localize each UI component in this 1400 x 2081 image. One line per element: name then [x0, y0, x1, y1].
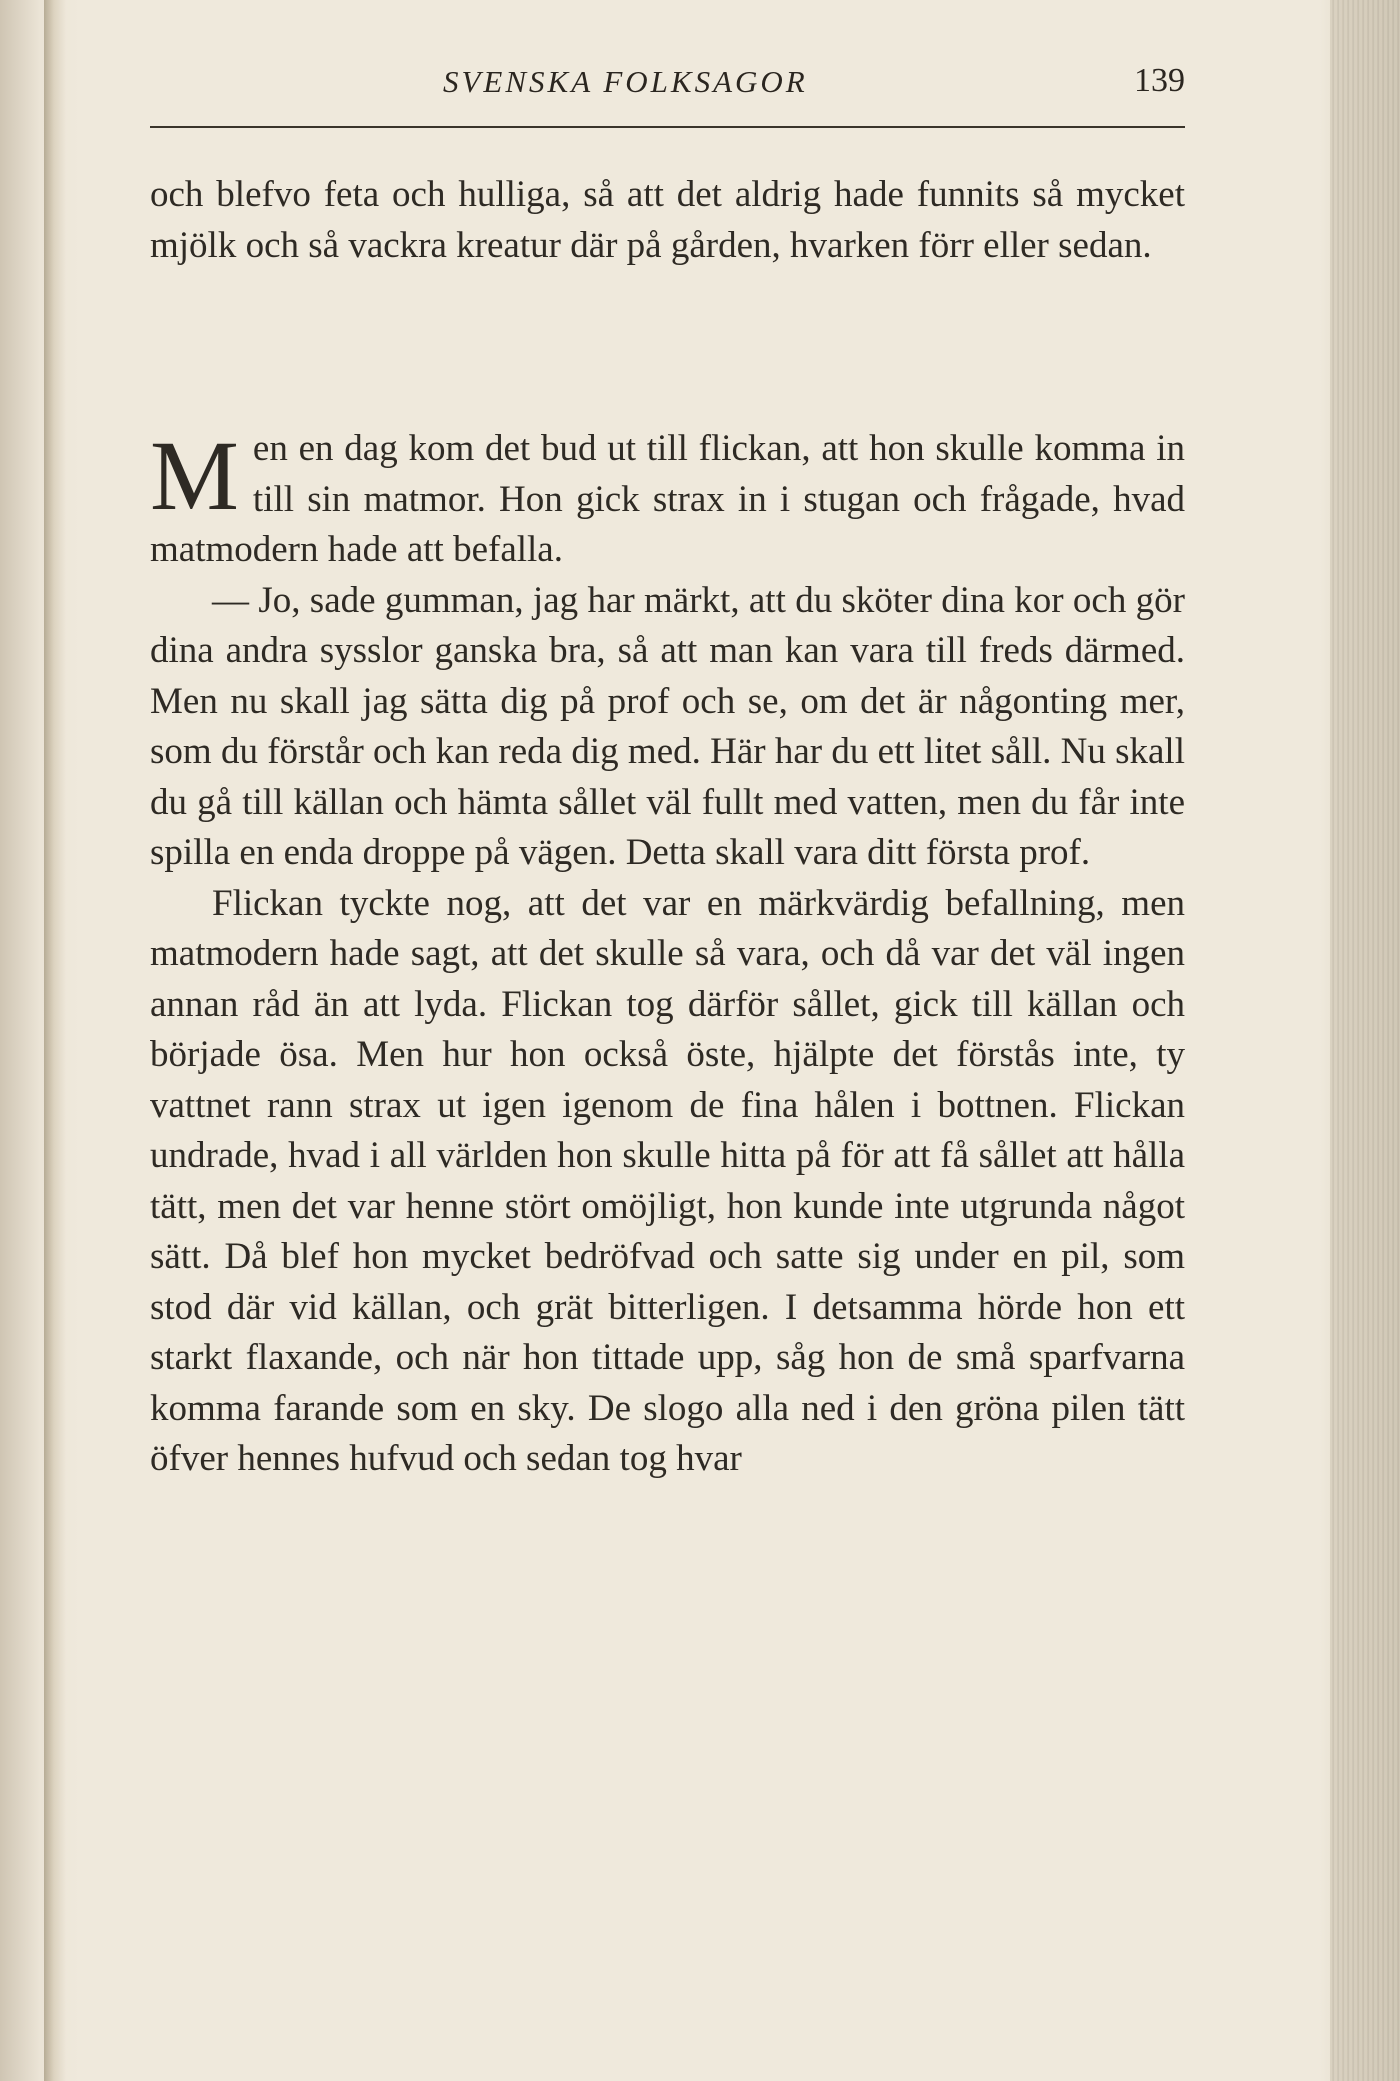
- paragraph-2: [150, 420, 1185, 576]
- page-body: [150, 60, 1185, 1479]
- paragraph-3: — Jo, sade gumman, jag har märkt, att du sköter dina kor och gör dina andra sysslor ganska bra, så att man kan vara till freds därmed. Men nu skall jag sätta dig på prof och se, om det är någonting mer, som du förstår och kan reda dig med. Här har du ett litet såll. Nu skall du gå till källan och hämta sållet väl fullt med vatten, men du får inte spilla en enda droppe på vägen. Detta skall vara ditt första prof.: [150, 579, 1185, 873]
- paragraph-2-text: en en dag kom det bud ut till flickan, att hon skulle komma in till sin matmor. Hon gick strax in i stugan och frågade, hvad matmodern hade att befalla.: [150, 428, 1185, 570]
- drop-cap: M: [150, 420, 239, 531]
- header-rule: [150, 126, 1185, 128]
- book-gutter: [44, 0, 66, 2081]
- paragraph-1-text: och blefvo feta och hulliga, så att det aldrig hade funnits så mycket mjölk och så vackra kreatur där på gården, hvarken förr eller sedan.: [150, 174, 1185, 266]
- paragraph-4: Flickan tyckte nog, att det var en märkvärdig befallning, men matmodern hade sagt, att det skulle så vara, och då var det väl ingen annan råd än att lyda. Flickan tog därför sållet, gick till källan och började ösa. Men hur hon också öste, hjälpte det förstås inte, ty vattnet rann strax ut igen igenom de fina hålen i bottnen. Flickan undrade, hvad i all världen hon skulle hitta på för att få sållet att hålla tätt, men det var henne stört omöjligt, hon kunde inte utgrunda något sätt. Då blef hon mycket bedröfvad och satte sig under en pil, som stod där vid källan, och grät bitterligen. I detsamma hörde hon ett starkt flaxande, och när hon tittade upp, såg hon de små sparfvarna komma farande som en sky. De slogo alla ned i den gröna pilen tätt öfver hennes hufvud och sedan tog hvar: [150, 882, 1185, 1479]
- paragraph-group: [150, 420, 1185, 1485]
- running-title: SVENSKA FOLKSAGOR: [443, 64, 808, 99]
- paragraph-1: [150, 170, 1185, 271]
- page-number: 139: [1134, 62, 1185, 99]
- page-edges: [1330, 0, 1400, 2081]
- page-header: [150, 60, 1185, 118]
